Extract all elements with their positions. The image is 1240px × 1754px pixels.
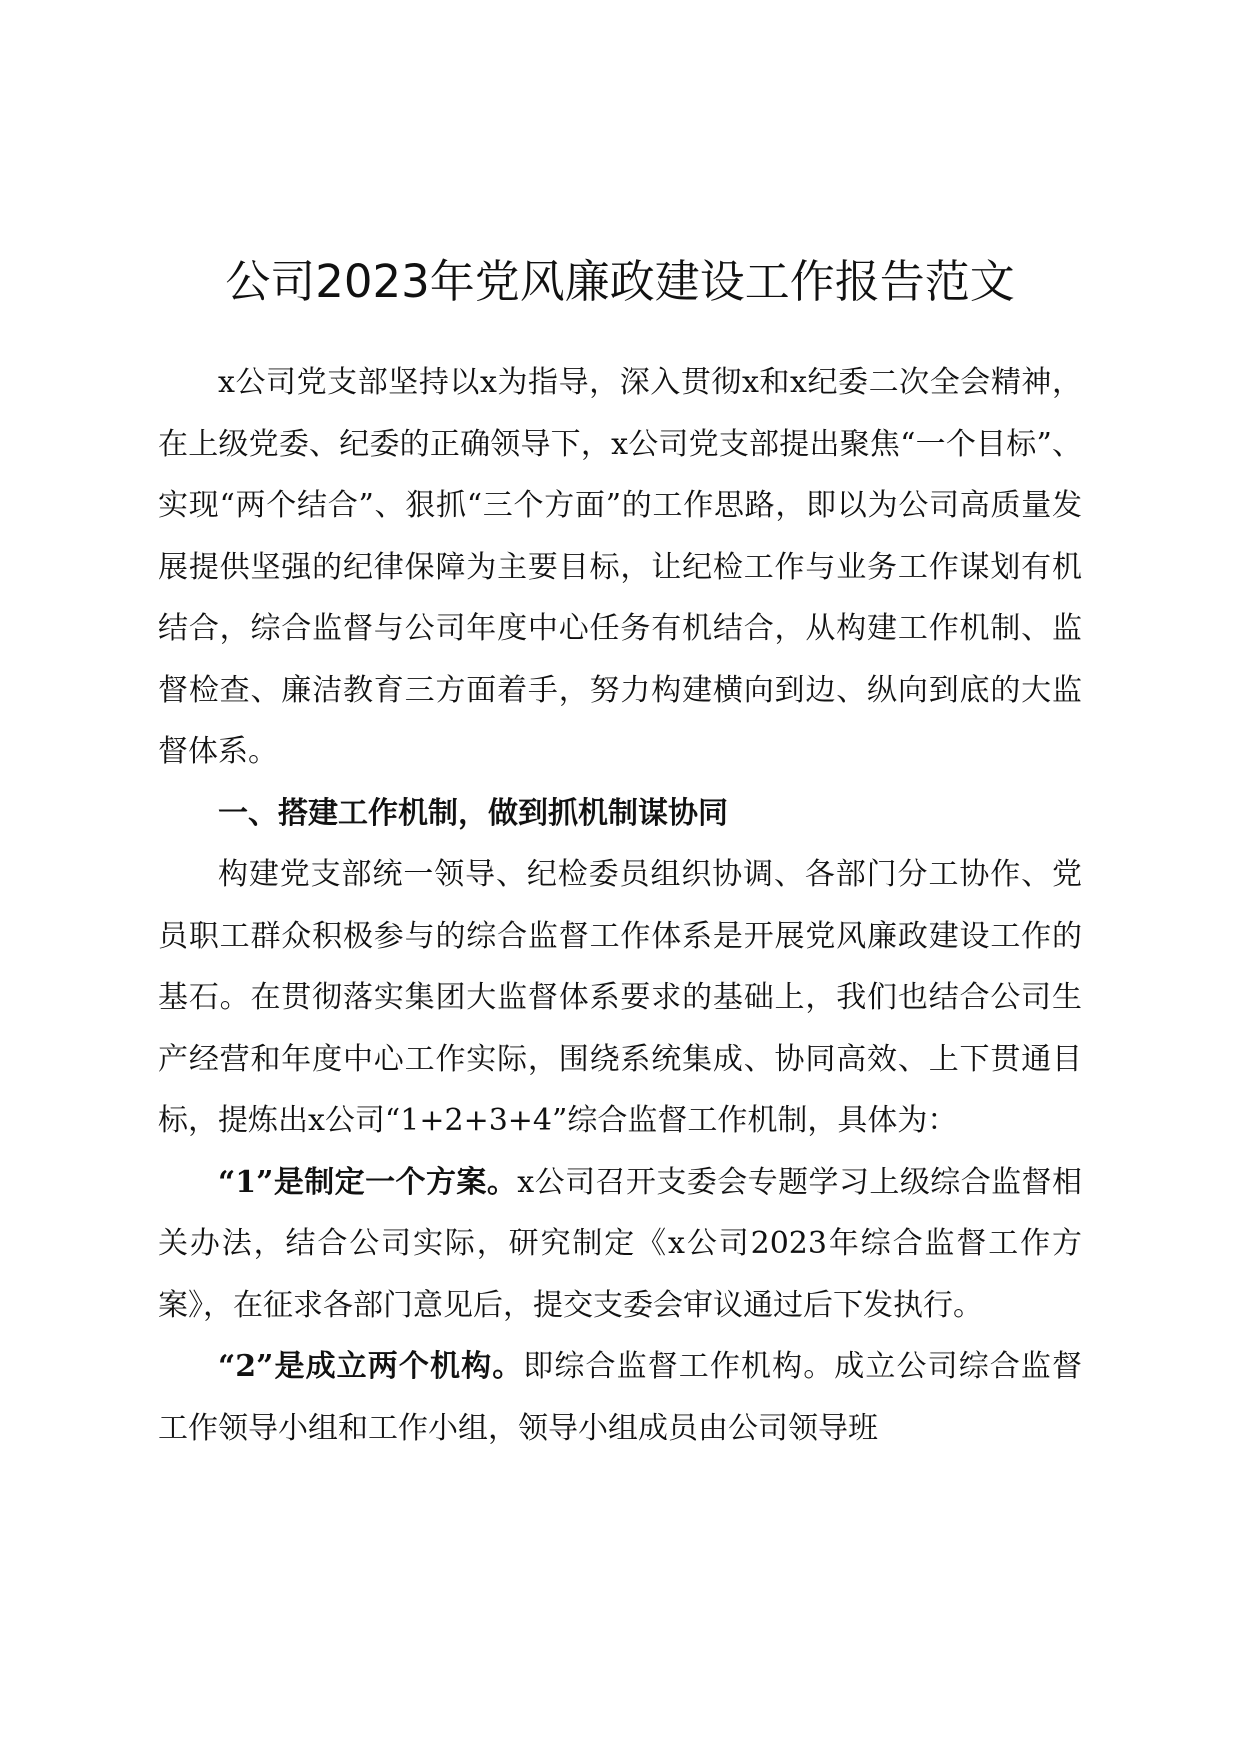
- item-1-paragraph: [158, 1152, 1082, 1337]
- section-heading-1: 一、搭建工作机制，做到抓机制谋协同: [218, 795, 728, 831]
- item-2-lead: “2”是成立两个机构。: [218, 1349, 524, 1384]
- document-title: 公司2023年党风廉政建设工作报告范文: [225, 255, 1015, 308]
- item-2-paragraph: [158, 1336, 1082, 1459]
- section-1-paragraph: 构建党支部统一领导、纪检委员组织协调、各部门分工协作、党员职工群众积极参与的综合监督工作体系是开展党风廉政建设工作的基石。在贯彻落实集团大监督体系要求的基础上，我们也结合公司生产经营和年度中心工作实际，围绕系统集成、协同高效、上下贯通目标，提炼出x公司“1+2+3+4”综合监督工作机制，具体为：: [158, 857, 1082, 1138]
- document-body: [158, 352, 1082, 1459]
- item-1-lead: “1”是制定一个方案。: [218, 1164, 518, 1200]
- item-2-text: 即综合监督工作机构。成立公司综合监督工作领导小组和工作小组，领导小组成员由公司领导班: [158, 1349, 1083, 1446]
- intro-paragraph: x公司党支部坚持以x为指导，深入贯彻x和x纪委二次全会精神，在上级党委、纪委的正确领导下，x公司党支部提出聚焦“一个目标”、实现“两个结合”、狠抓“三个方面”的工作思路，即以为公司高质量发展提供坚强的纪律保障为主要目标，让纪检工作与业务工作谋划有机结合，综合监督与公司年度中心任务有机结合，从构建工作机制、监督检查、廉洁教育三方面着手，努力构建横向到边、纵向到底的大监督体系。: [158, 365, 1082, 769]
- item-1-text: x公司召开支委会专题学习上级综合监督相关办法，结合公司实际，研究制定《x公司2023年综合监督工作方案》，在征求各部门意见后，提交支委会审议通过后下发执行。: [158, 1164, 1082, 1323]
